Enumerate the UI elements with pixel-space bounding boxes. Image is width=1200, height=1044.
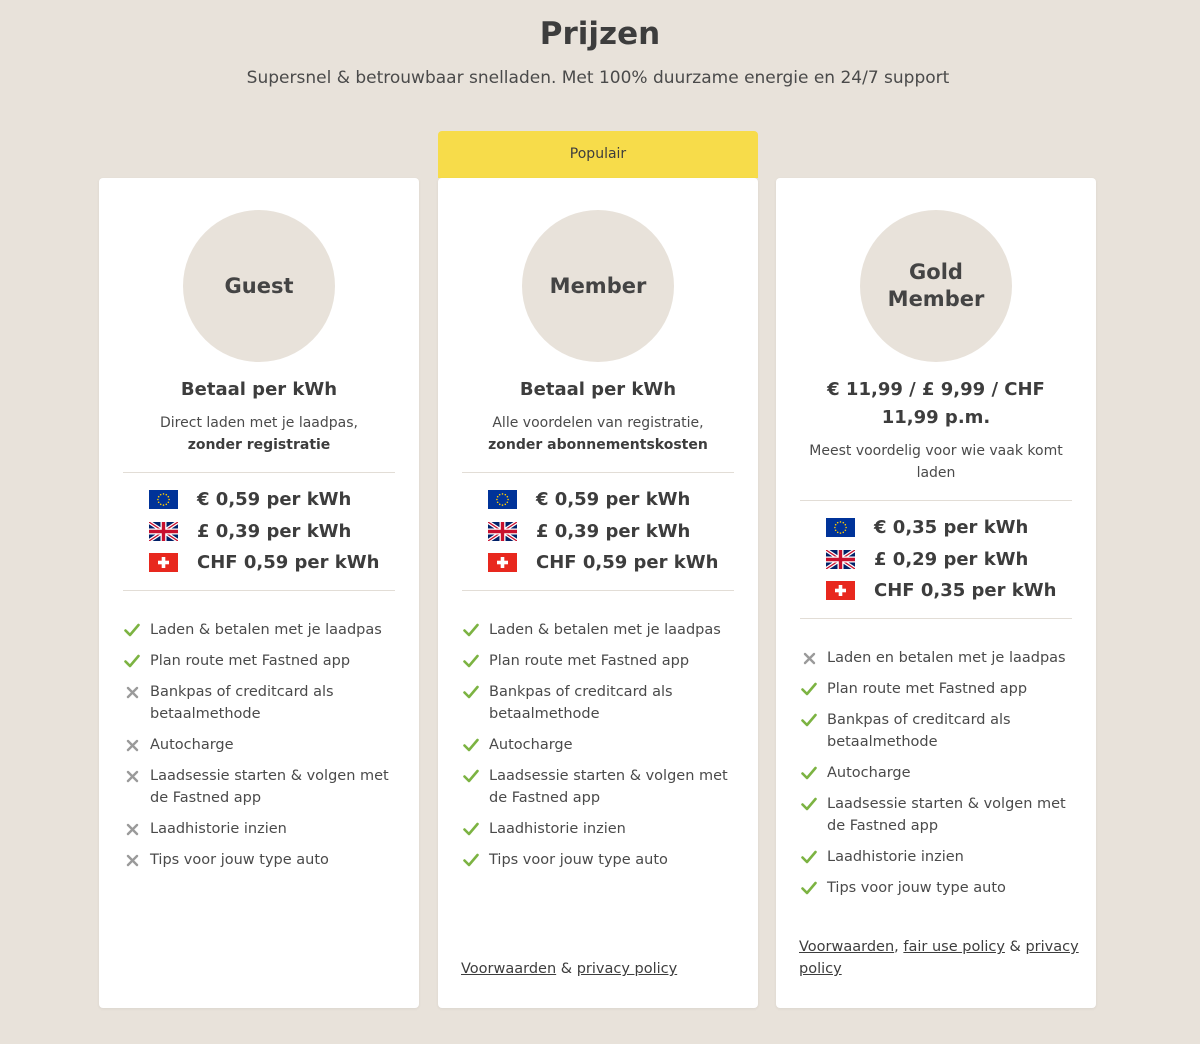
price-row (826, 575, 1066, 607)
check-icon (123, 619, 141, 641)
price-value: CHF 0,35 per kWh (874, 580, 1057, 602)
feature-list (123, 619, 403, 880)
feature-label: Laden en betalen met je laadpas (827, 650, 1066, 666)
price-value: £ 0,39 per kWh (197, 520, 352, 542)
feature-item (462, 765, 742, 809)
feature-label: Laadsessie starten & volgen met de Fastned app (150, 768, 389, 806)
feature-label: Tips voor jouw type auto (489, 852, 668, 868)
check-icon (800, 762, 818, 784)
tier-name: Gold Member (887, 260, 985, 311)
price-row (149, 484, 389, 516)
cross-icon (123, 734, 141, 756)
price-headline: Betaal per kWh (180, 379, 338, 400)
tier-circle (183, 210, 335, 362)
feature-label: Laadsessie starten & volgen met de Fastned app (489, 768, 728, 806)
feature-item (462, 650, 742, 672)
plan-card-member (438, 178, 758, 1008)
plan-card-gold-member (776, 178, 1096, 1008)
feature-list (462, 619, 742, 880)
feature-label: Bankpas of creditcard als betaalmethode (150, 684, 334, 722)
feature-item (123, 734, 403, 756)
check-icon (462, 765, 480, 787)
feature-item (123, 765, 403, 809)
feature-list (800, 647, 1080, 908)
uk-flag-icon (826, 550, 855, 569)
check-icon (462, 849, 480, 871)
feature-item (462, 681, 742, 725)
check-icon (462, 818, 480, 840)
swiss-flag-icon (149, 553, 178, 572)
check-icon (800, 678, 818, 700)
cross-icon (123, 849, 141, 871)
feature-label: Bankpas of creditcard als betaalmethode (489, 684, 673, 722)
tier-description-bold: zonder abonnementskosten (488, 437, 708, 453)
price-row (149, 516, 389, 548)
cross-icon (123, 681, 141, 703)
feature-item (800, 877, 1080, 899)
tier-circle (522, 210, 674, 362)
tier-circle (860, 210, 1012, 362)
feature-item (462, 849, 742, 871)
feature-label: Laadhistorie inzien (489, 821, 626, 837)
feature-label: Autocharge (827, 765, 911, 781)
popular-badge: Populair (438, 131, 758, 178)
terms-link[interactable]: Voorwaarden (461, 961, 557, 977)
check-icon (800, 793, 818, 815)
feature-label: Plan route met Fastned app (150, 653, 351, 669)
feature-item (123, 818, 403, 840)
tier-description (119, 412, 399, 456)
feature-item (800, 678, 1080, 700)
feature-label: Laden & betalen met je laadpas (150, 622, 382, 638)
price-list (826, 512, 1066, 607)
divider (123, 590, 395, 591)
feature-item (800, 793, 1080, 837)
price-row (826, 544, 1066, 576)
divider (800, 500, 1072, 501)
feature-label: Plan route met Fastned app (827, 681, 1028, 697)
price-value: CHF 0,59 per kWh (536, 552, 719, 574)
tier-description (796, 440, 1076, 484)
feature-label: Plan route met Fastned app (489, 653, 690, 669)
page-title: Prijzen (539, 16, 661, 52)
price-headline: Betaal per kWh (519, 379, 677, 400)
eu-flag-icon (826, 518, 855, 537)
price-row (149, 547, 389, 579)
price-value: £ 0,39 per kWh (536, 520, 691, 542)
terms-link[interactable]: Voorwaarden (799, 939, 895, 955)
price-row (488, 516, 728, 548)
price-row (488, 484, 728, 516)
feature-label: Tips voor jouw type auto (827, 880, 1006, 896)
uk-flag-icon (488, 522, 517, 541)
feature-label: Autocharge (150, 737, 234, 753)
fair-use-policy-link[interactable]: fair use policy (903, 939, 1005, 955)
feature-item (800, 762, 1080, 784)
check-icon (800, 709, 818, 731)
price-value: £ 0,29 per kWh (874, 548, 1029, 570)
privacy-policy-link[interactable]: privacy policy (576, 961, 678, 977)
price-list (488, 484, 728, 579)
check-icon (800, 877, 818, 899)
feature-item (123, 619, 403, 641)
uk-flag-icon (149, 522, 178, 541)
check-icon (123, 650, 141, 672)
check-icon (462, 619, 480, 641)
tier-name: Member (549, 273, 647, 298)
feature-item (462, 734, 742, 756)
price-value: € 0,35 per kWh (874, 517, 1029, 539)
cross-icon (800, 647, 818, 669)
legal-links (799, 936, 1079, 980)
feature-label: Tips voor jouw type auto (150, 852, 329, 868)
divider (123, 472, 395, 473)
feature-label: Laadsessie starten & volgen met de Fastned app (827, 796, 1066, 834)
cross-icon (123, 765, 141, 787)
privacy-policy-link[interactable]: privacy policy (799, 939, 1079, 977)
plan-card-guest (99, 178, 419, 1008)
tier-description-text: Alle voordelen van registratie, (492, 415, 704, 431)
legal-separator: , (894, 939, 904, 955)
price-headline: € 11,99 / £ 9,99 / CHF 11,99 p.m. (827, 379, 1045, 428)
swiss-flag-icon (488, 553, 517, 572)
eu-flag-icon (488, 490, 517, 509)
price-value: € 0,59 per kWh (197, 489, 352, 511)
price-value: CHF 0,59 per kWh (197, 552, 380, 574)
feature-label: Bankpas of creditcard als betaalmethode (827, 712, 1011, 750)
page-subtitle: Supersnel & betrouwbaar snelladen. Met 100% duurzame energie en 24/7 support (246, 68, 950, 88)
feature-label: Laadhistorie inzien (827, 849, 964, 865)
price-list (149, 484, 389, 579)
feature-item (462, 619, 742, 641)
eu-flag-icon (149, 490, 178, 509)
divider (800, 618, 1072, 619)
cross-icon (123, 818, 141, 840)
feature-item (123, 681, 403, 725)
feature-item (123, 650, 403, 672)
feature-label: Laden & betalen met je laadpas (489, 622, 721, 638)
tier-description-bold: zonder registratie (187, 437, 331, 453)
tier-name: Guest (224, 273, 294, 298)
divider (462, 590, 734, 591)
feature-item (462, 818, 742, 840)
legal-links (461, 958, 741, 980)
feature-label: Autocharge (489, 737, 573, 753)
legal-separator: & (1004, 939, 1026, 955)
check-icon (462, 734, 480, 756)
price-value: € 0,59 per kWh (536, 489, 691, 511)
legal-separator: & (556, 961, 577, 977)
check-icon (462, 650, 480, 672)
feature-item (123, 849, 403, 871)
feature-item (800, 846, 1080, 868)
divider (462, 472, 734, 473)
feature-label: Laadhistorie inzien (150, 821, 287, 837)
check-icon (462, 681, 480, 703)
price-row (826, 512, 1066, 544)
price-row (488, 547, 728, 579)
tier-description-text: Direct laden met je laadpas, (160, 415, 358, 431)
check-icon (800, 846, 818, 868)
feature-item (800, 647, 1080, 669)
tier-description (458, 412, 738, 456)
tier-description-text: Meest voordelig voor wie vaak komt laden (809, 443, 1063, 481)
swiss-flag-icon (826, 581, 855, 600)
feature-item (800, 709, 1080, 753)
